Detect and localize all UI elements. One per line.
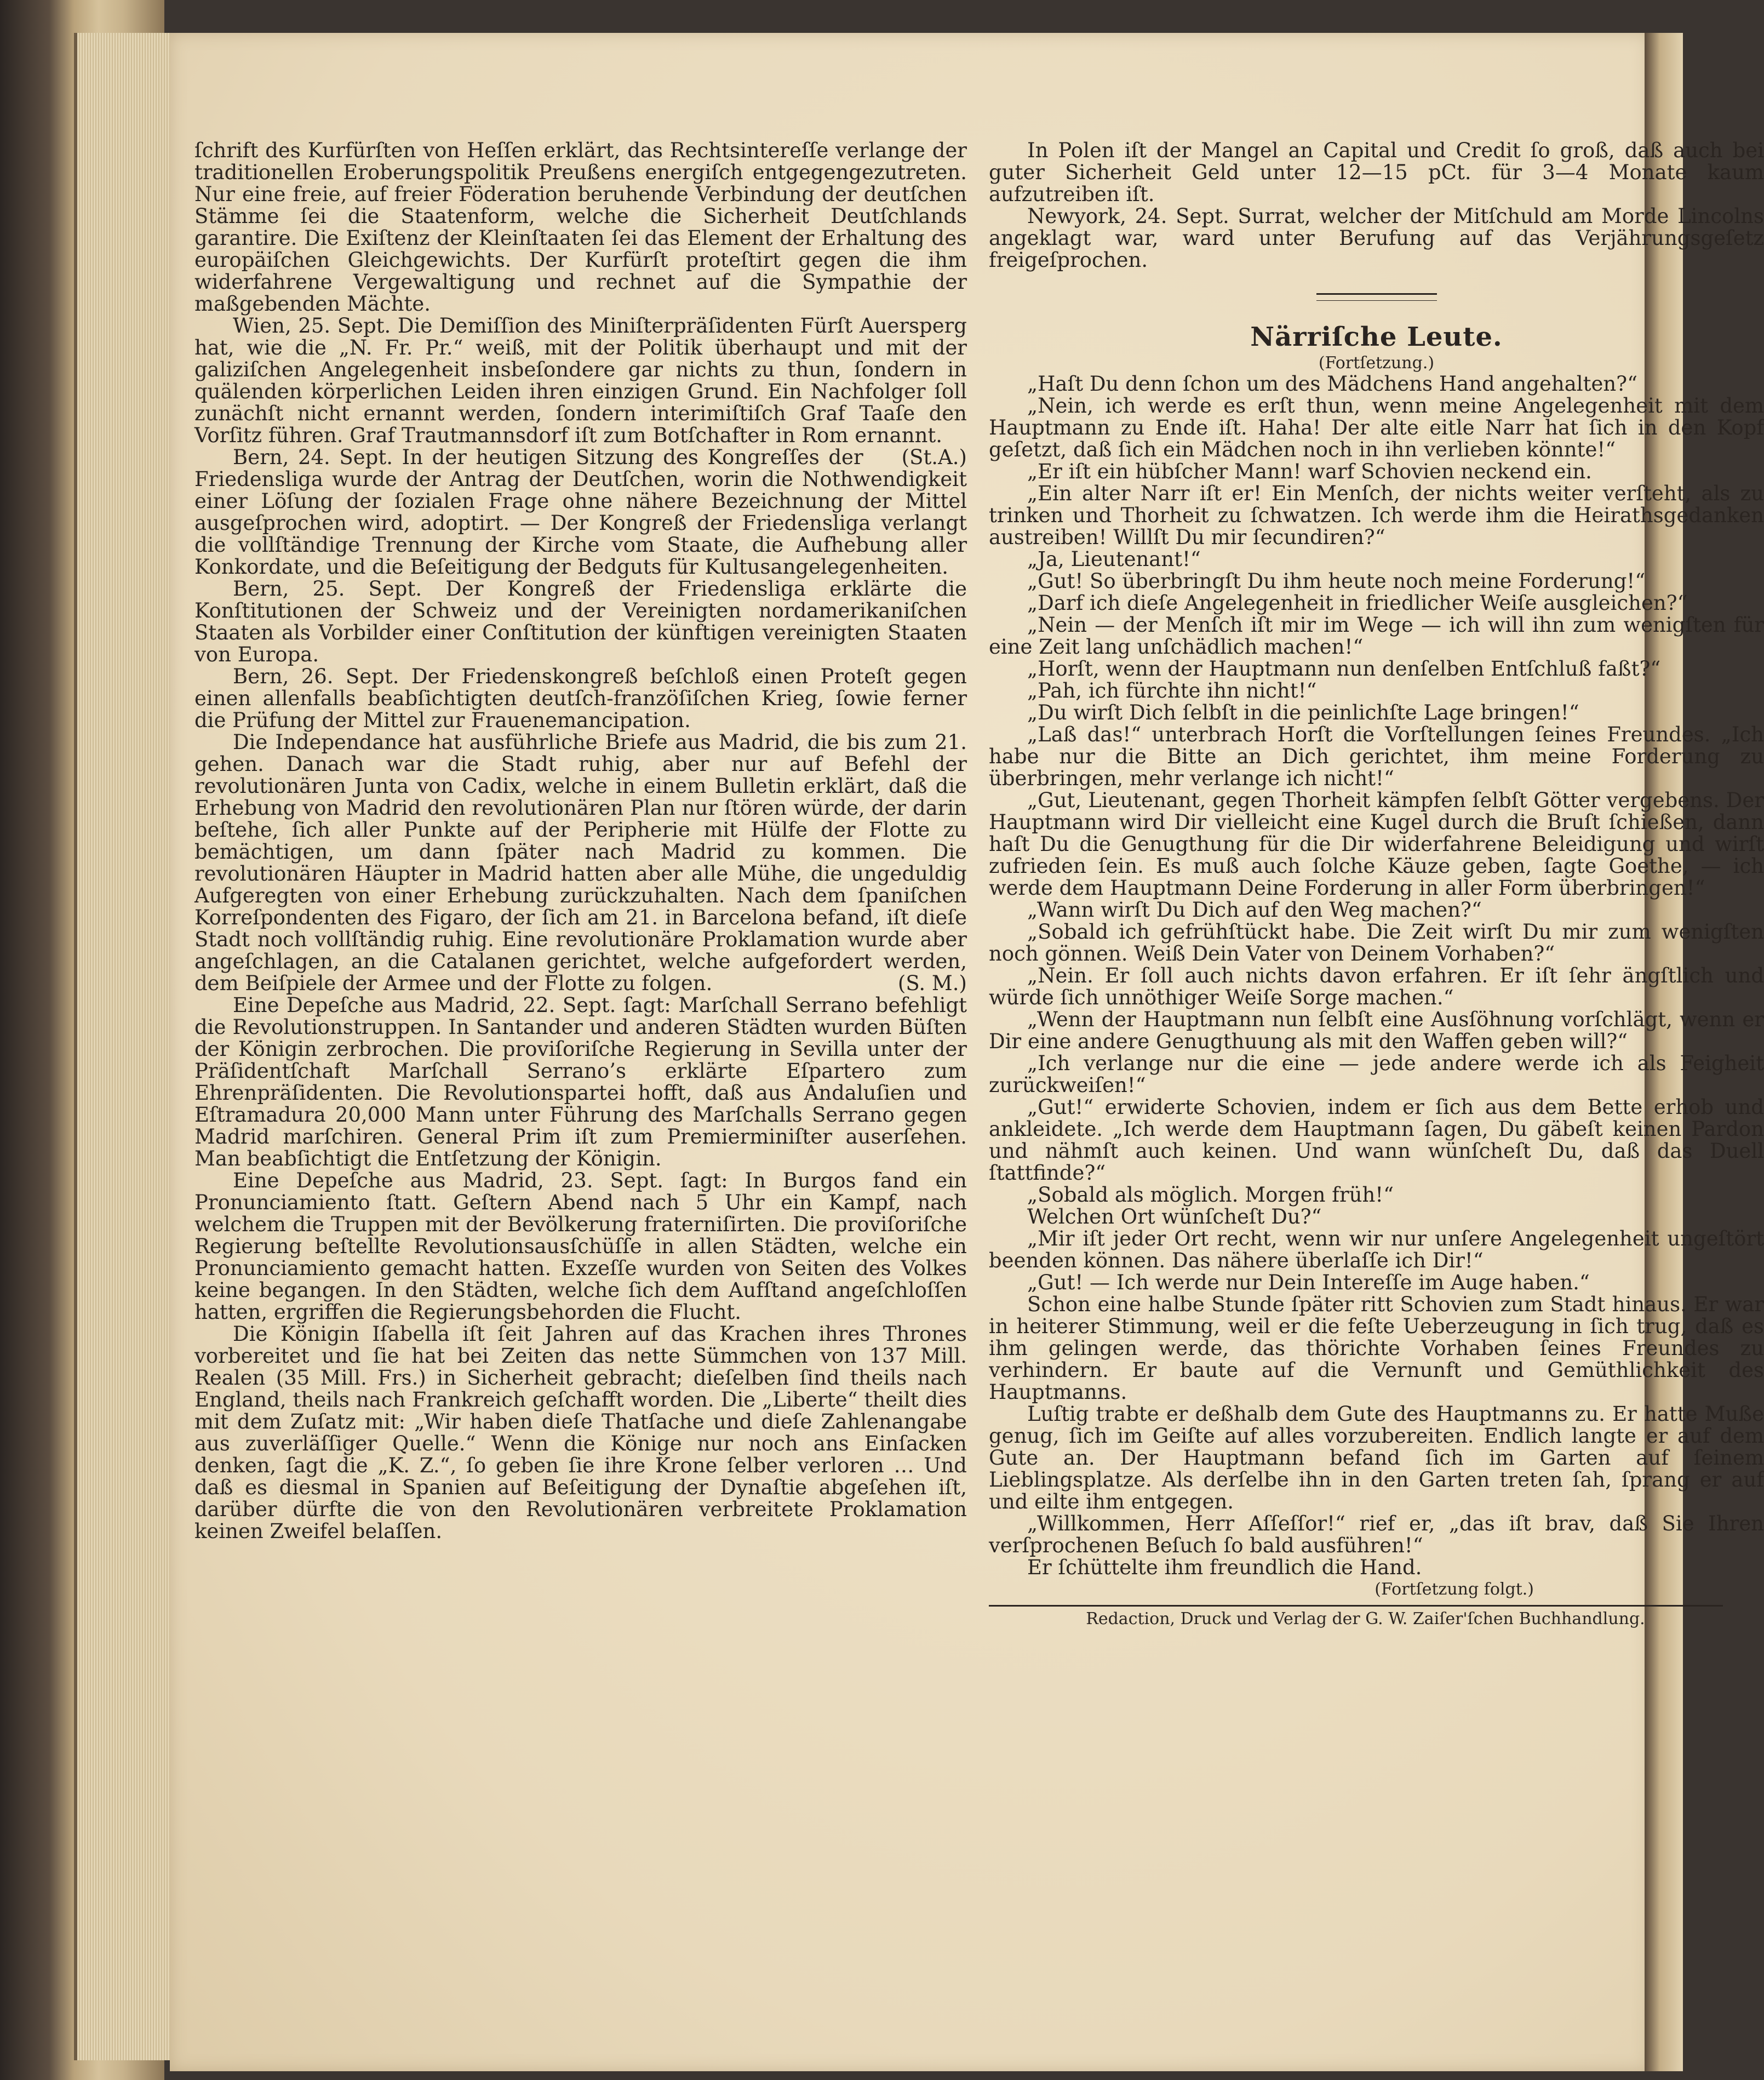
left-column (194, 140, 967, 1542)
story-paragraph: „Pah, ich fürchte ihn nicht!“ (1027, 679, 1317, 702)
story-paragraph: „Ein alter Narr iſt er! Ein Menſch, der nichts weiter verſteht, als zu trinken und Thorheit zu ſchwatzen. Ich werde ihm die Heirathsgedanken austreiben! Willſt Du mir ſecundiren?“ (989, 482, 1764, 549)
story-paragraph: „Darf ich dieſe Angelegenheit in friedlicher Weiſe ausgleichen?“ (1027, 591, 1688, 615)
story-title: Närriſche Leute. (1250, 322, 1503, 352)
article-newyork: Newyork, 24. Sept. Surrat, welcher der Mitſchuld am Morde Lincolns angeklagt war, ward unter Berufung auf das Verjährungsgeſetz freigeſprochen. (989, 204, 1764, 272)
story-body (989, 373, 1764, 1579)
article-wien: Wien, 25. Sept. Die Demiſſion des Miniſterpräſidenten Fürſt Auersperg hat, wie die „N. Fr. Pr.“ weiß, mit der Politik überhaupt und mit der galiziſchen Angelegenheit insbeſondere gar nichts zu thun, ſondern in quälenden körperlichen Leiden ihren einzigen Grund. Ein Nachfolger ſoll zunächſt nicht ernannt werden, ſondern interimiſtiſch Graf Taaſe den Vorſitz führen. Graf Trautmannsdorf iſt zum Botſchafter in Rom ernannt. (St.A.) (194, 314, 967, 469)
story-paragraph: „Du wirſt Dich ſelbſt in die peinlichſte Lage bringen!“ (1027, 701, 1579, 724)
page-edges (74, 33, 173, 2060)
article-bern-24: Bern, 24. Sept. In der heutigen Sitzung des Kongreſſes der Friedensliga wurde der Antrag der Deutſchen, worin die Nothwendigkeit einer Löſung der ſozialen Frage ohne nähere Bezeichnung der Mittel ausgeſprochen wird, adoptirt. — Der Kongreß der Friedensliga verlangt die vollſtändige Trennung der Kirche vom Staate, die Aufhebung aller Konkordate, und die Beſeitigung der Bedguts für Kultusangelegenheiten. (194, 445, 967, 579)
story-paragraph: „Mir iſt jeder Ort recht, wenn wir nur unſere Angelegenheit ungeſtört beenden können. Das nähere überlaſſe ich Dir!“ (989, 1227, 1764, 1272)
story-paragraph: „Ja, Lieutenant!“ (1027, 547, 1201, 571)
story-paragraph: Welchen Ort wünſcheſt Du?“ (1027, 1205, 1322, 1228)
story-paragraph: „Laß das!“ unterbrach Horſt die Vorſtellungen ſeines Freundes. „Ich habe nur die Bitte an Dich gerichtet, ihm meine Forderung zu überbringen, mehr verlange ich nicht!“ (989, 723, 1764, 790)
story-paragraph: „Wenn der Hauptmann nun ſelbſt eine Ausſöhnung vorſchlägt, wenn er Dir eine andere Genugthuung als mit den Waffen geben will?“ (989, 1008, 1764, 1053)
article-polen: In Polen iſt der Mangel an Capital und Credit ſo groß, daß auch bei guter Sicherheit Geld unter 12—15 pCt. für 3—4 Monate kaum aufzutreiben iſt. (989, 139, 1764, 206)
story-paragraph: Schon eine halbe Stunde ſpäter ritt Schovien zum Stadt hinaus. Er war in heiterer Stimmung, weil er die feſte Ueberzeugung in ſich trug, daß es ihm gelingen werde, das thörichte Vorhaben ſeines Freundes zu verhindern. Er baute auf die Vernunft und Gemüthlichkeit des Hauptmanns. (989, 1293, 1764, 1404)
story-paragraph: „Gut! — Ich werde nur Dein Intereſſe im Auge haben.“ (1027, 1271, 1590, 1294)
story-paragraph: „Nein — der Menſch iſt mir im Wege — ich will ihn zum wenigſten für eine Zeit lang unſchädlich machen!“ (989, 613, 1764, 659)
story-continued-label: (Fortſetzung.) (1318, 353, 1435, 373)
article-bern-26: Bern, 26. Sept. Der Friedenskongreß beſchloß einen Proteſt gegen einen allenfalls beabſichtigten deutſch-franzöſiſchen Krieg, ſowie ferner die Prüfung der Mittel zur Frauenemancipation. (194, 665, 967, 732)
story-paragraph: „Nein, ich werde es erſt thun, wenn meine Angelegenheit mit dem Hauptmann zu Ende iſt. Haha! Der alte eitle Narr hat ſich in den Kopf geſetzt, daß ſich ein Mädchen noch in ihn verlieben könnte!“ (989, 394, 1764, 461)
story-paragraph: Luſtig trabte er deßhalb dem Gute des Hauptmanns zu. Er hatte Muße genug, ſich im Geiſte auf alles vorzubereiten. Endlich langte er auf dem Gute an. Der Hauptmann befand ſich im Garten auf ſeinem Lieblingsplatze. Als derſelbe ihn in den Garten treten ſah, ſprang er auf und eilte ihm entgegen. (989, 1402, 1764, 1513)
article-kurfuerst: ſchrift des Kurfürſten von Heſſen erklärt, das Rechtsintereſſe verlange der traditionellen Eroberungspolitik Preußens energiſch entgegengezutreten. Nur eine freie, auf freier Föderation beruhende Verbindung der deutſchen Stämme ſei die Staatenform, welche die Sicherheit Deutſchlands garantire. Die Exiſtenz der Kleinſtaaten ſei das Element der Erhaltung des europäiſchen Gleichgewichts. Der Kurfürſt proteſtirt gegen die ihm widerfahrene Vergewaltigung und rechnet auf die Sympathie der maßgebenden Mächte. (194, 139, 967, 316)
decorative-divider (1316, 293, 1437, 301)
article-madrid-23: Eine Depeſche aus Madrid, 23. Sept. ſagt: In Burgos fand ein Pronunciamiento ſtatt. Geſtern Abend nach 5 Uhr ein Kampf, nach welchem die Truppen mit der Bevölkerung fraterniſirten. Die proviſoriſche Regierung beſtellte Revolutionsausſchüſſe in allen Städten, welche ein Pronunciamiento gemacht hatten. Exzeſſe wurden von Seiten des Volkes keine begangen. In den Städten, welche ſich dem Aufſtand angeſchloſſen hatten, ergriffen die Regierungsbehorden die Flucht. (194, 1169, 967, 1324)
article-bern-25: Bern, 25. Sept. Der Kongreß der Friedensliga erklärte die Konſtitutionen der Schweiz und der Vereinigten nordamerikaniſchen Staaten als Vorbilder einer Conſtitution der künftigen vereinigten Staaten von Europa. (194, 577, 967, 666)
story-paragraph: „Gut! So überbringſt Du ihm heute noch meine Forderung!“ (1027, 569, 1646, 593)
article-madrid-22: Eine Depeſche aus Madrid, 22. Sept. ſagt: Marſchall Serrano befehligt die Revolutionstruppen. In Santander und anderen Städten wurden Büſten der Königin zerbrochen. Die proviſoriſche Regierung in Sevilla unter der Präſidentſchaft Marſchall Serrano’s erklärte Eſpartero zum Ehrenpräſidenten. Die Revolutionspartei hofft, daß aus Andaluſien und Eſtramadura 20,000 Mann unter Führung des Marſchalls Serrano gegen Madrid marſchiren. General Prim iſt zum Premierminiſter auserſehen. Man beabſichtigt die Entſetzung der Königin. (194, 993, 967, 1170)
article-independance: Die Independance hat ausführliche Briefe aus Madrid, die bis zum 21. gehen. Danach war die Stadt ruhig, aber nur auf Befehl der revolutionären Junta von Cadix, welche in einem Bulletin erklärt, daß die Erhebung von Madrid den revolutionären Plan nur ſtören würde, der darin beſtehe, ſich aller Punkte auf der Peripherie mit Hülfe der Flotte zu bemächtigen, um dann ſpäter nach Madrid zu kommen. Die revolutionären Häupter in Madrid hatten aber alle Mühe, die ungeduldig Aufgeregten von einer Erhebung zurückzuhalten. Nach dem ſpaniſchen Korreſpondenten des Figaro, der ſich am 21. in Barcelona befand, iſt dieſe Stadt noch vollſtändig ruhig. Eine revolutionäre Proklamation wurde aber angeſchlagen, an die Catalanen gerichtet, welche aufgefordert werden, dem Beiſpiele der Armee und der Flotte zu folgen. (S. M.) (194, 730, 967, 995)
right-column (989, 140, 1764, 1632)
story-paragraph: „Gut!“ erwiderte Schovien, indem er ſich aus dem Bette erhob und ankleidete. „Ich werde dem Hauptmann ſagen, Du gäbeſt keinen Pardon und nähmſt auch keinen. Und wann wünſcheſt Du, daß das Duell ſtattfinde?“ (989, 1095, 1764, 1185)
story-paragraph: „Sobald als möglich. Morgen früh!“ (1027, 1183, 1394, 1207)
story-paragraph: „Er iſt ein hübſcher Mann! warf Schovien neckend ein. (1027, 460, 1592, 483)
story-paragraph: „Wann wirſt Du Dich auf den Weg machen?“ (1027, 898, 1482, 922)
story-paragraph: „Gut, Lieutenant, gegen Thorheit kämpfen ſelbſt Götter vergebens. Der Hauptmann wird Dir vielleicht eine Kugel durch die Bruſt ſchießen, dann haſt Du die Genugthung für die Dir widerfahrene Beleidigung und wirſt zufrieden ſein. Es muß auch ſolche Käuze geben, ſagte Goethe, — ich werde dem Hauptmann Deine Forderung in aller Form überbringen!“ (989, 788, 1764, 900)
source-signature: (S. M.) (897, 972, 967, 995)
article-isabella: Die Königin Iſabella iſt ſeit Jahren auf das Krachen ihres Thrones vorbereitet und ſie hat bei Zeiten das nette Sümmchen von 137 Mill. Realen (35 Mill. Frs.) in Sicherheit gebracht; dieſelben ſind theils nach England, theils nach Frankreich geſchafft worden. Die „Liberte“ theilt dies mit dem Zuſatz mit: „Wir haben dieſe Thatſache und dieſe Zahlenangabe aus zuverläſſiger Quelle.“ Wenn die Könige nur noch ans Einſacken denken, ſagt die „K. Z.“, ſo geben ſie ihre Krone ſelber verloren … Und daß es diesmal in Spanien auf Beſeitigung der Dynaſtie abgeſehen iſt, darüber dürfte die von den Revolutionären verbreitete Proklamation keinen Zweifel belaſſen. (194, 1322, 967, 1543)
story-to-be-continued: (Fortſetzung folgt.) (1374, 1580, 1534, 1599)
story-paragraph: Er ſchüttelte ihm freundlich die Hand. (1027, 1556, 1422, 1579)
story-paragraph: „Sobald ich gefrühſtückt habe. Die Zeit wirſt Du mir zum wenigſten noch gönnen. Weiß Dein Vater von Deinem Vorhaben?“ (989, 920, 1764, 965)
source-signature: (St.A.) (901, 445, 967, 469)
story-paragraph: „Horſt, wenn der Hauptmann nun denſelben Entſchluß faßt?“ (1027, 657, 1661, 681)
story-paragraph: „Haſt Du denn ſchon um des Mädchens Hand angehalten?“ (1027, 372, 1637, 396)
story-paragraph: „Willkommen, Herr Aſſeſſor!“ rief er, „das iſt brav, daß Sie Ihren verſprochenen Beſuch ſo bald ausführen!“ (989, 1512, 1764, 1557)
publisher-imprint: Redaction, Druck und Verlag der G. W. Zaiſer'ſchen Buchhandlung. (1086, 1609, 1645, 1628)
story-paragraph: „Nein. Er ſoll auch nichts davon erfahren. Er iſt ſehr ängſtlich und würde ſich unnöthiger Weiſe Sorge machen.“ (989, 964, 1764, 1009)
story-paragraph: „Ich verlange nur die eine — jede andere werde ich als Feigheit zurückweiſen!“ (989, 1052, 1764, 1097)
